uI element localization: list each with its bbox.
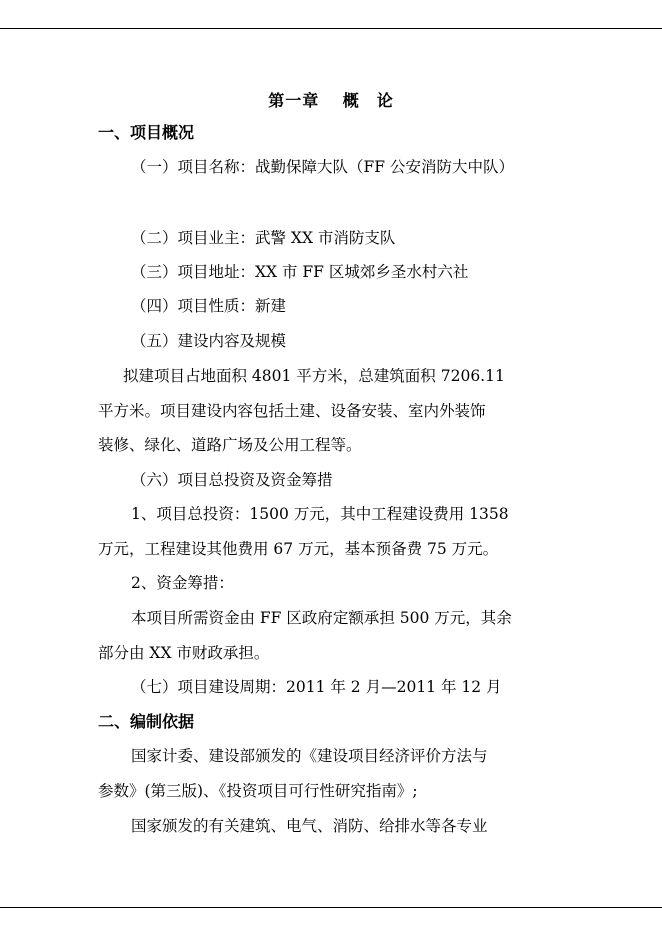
- basis-para-line: 参数》(第三版)、《投资项目可行性研究指南》;: [98, 782, 418, 800]
- chapter-title: 第一章 概 论: [268, 91, 394, 110]
- basis-para-line: 国家颁发的有关建筑、电气、消防、给排水等各专业: [131, 817, 488, 835]
- item-construction-period: （七）项目建设周期：2011 年 2 月—2011 年 12 月: [131, 678, 502, 696]
- fund-heading: 2、资金筹措：: [131, 574, 234, 592]
- item-project-owner: （二）项目业主：武警 XX 市消防支队: [131, 229, 396, 247]
- item-investment-funding: （六）项目总投资及资金筹措: [131, 471, 333, 489]
- section-heading-basis: 二、编制依据: [98, 712, 195, 731]
- item-project-name: （一）项目名称：战勤保障大队（FF 公安消防大中队）: [131, 158, 514, 176]
- footer-rule: [0, 907, 662, 908]
- item-construction-scope: （五）建设内容及规模: [131, 332, 287, 350]
- scale-para-line: 装修、绿化、道路广场及公用工程等。: [98, 436, 362, 454]
- item-project-address: （三）项目地址：XX 市 FF 区城郊乡圣水村六社: [131, 263, 469, 281]
- scale-para-line: 拟建项目占地面积 4801 平方米，总建筑面积 7206.11: [123, 367, 505, 385]
- basis-para-line: 国家计委、建设部颁发的《建设项目经济评价方法与: [131, 747, 488, 765]
- scale-para-line: 平方米。项目建设内容包括土建、设备安装、室内外装饰: [98, 402, 486, 420]
- item-project-nature: （四）项目性质：新建: [131, 297, 287, 315]
- fund-para-line: 部分由 XX 市财政承担。: [98, 644, 270, 662]
- invest-para-line: 万元，工程建设其他费用 67 万元，基本预备费 75 万元。: [98, 540, 499, 558]
- section-heading-overview: 一、项目概况: [98, 123, 195, 142]
- header-rule: [0, 28, 662, 29]
- invest-para-line: 1、项目总投资：1500 万元，其中工程建设费用 1358: [131, 505, 509, 523]
- fund-para-line: 本项目所需资金由 FF 区政府定额承担 500 万元，其余: [131, 609, 512, 627]
